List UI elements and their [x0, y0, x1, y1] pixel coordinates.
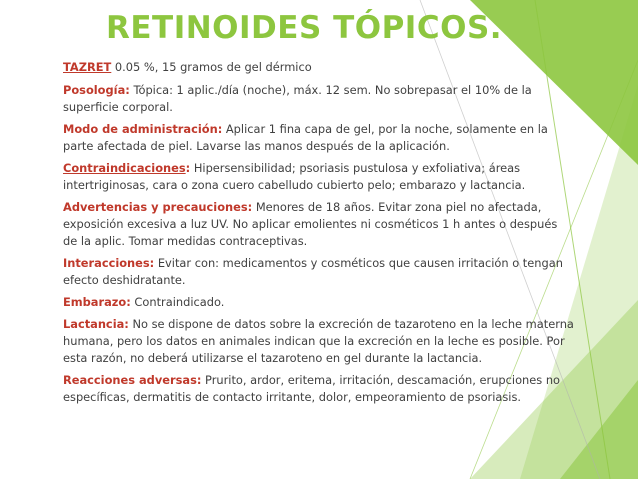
info-item — [63, 160, 575, 194]
info-item — [63, 199, 575, 250]
info-item-separator: : — [185, 161, 191, 175]
info-item-text: Prurito, ardor, eritema, irritación, descamación, erupciones no específicas, dermatitis de contacto irritante, dolor, empeoramiento de psoriasis. — [63, 373, 561, 404]
info-item-text: Menores de 18 años. Evitar zona piel no afectada, exposición excesiva a luz UV. No aplicar emolientes ni cosméticos 1 h antes o después de la aplic. Tomar medidas contraceptivas. — [63, 200, 558, 248]
info-item-text: Contraindicado. — [130, 295, 225, 309]
info-item-label: Interacciones — [63, 256, 150, 270]
info-item-label: Posología — [63, 83, 126, 97]
info-item-separator: : — [124, 317, 129, 331]
info-item-separator: : — [217, 122, 223, 136]
info-item-label: TAZRET — [63, 60, 112, 74]
info-item-separator: : — [196, 373, 202, 387]
info-item-separator: : — [247, 200, 253, 214]
info-item-label: Advertencias y precauciones — [63, 200, 248, 214]
info-item-label: Reacciones adversas — [63, 373, 197, 387]
info-item-text: 0.05 %, 15 gramos de gel dérmico — [111, 60, 312, 74]
info-item-label: Embarazo — [63, 295, 127, 309]
info-item-text: Hipersensibilidad; psoriasis pustulosa y exfoliativa; áreas intertriginosas, cara o zona cuero cabelludo cubierto pelo; embarazo y lactancia. — [63, 161, 526, 192]
info-item — [63, 121, 575, 155]
info-item-separator: : — [126, 295, 131, 309]
info-item-separator: : — [149, 256, 155, 270]
info-item-text: Evitar con: medicamentos y cosméticos que causen irritación o tengan efecto deshidratante. — [63, 256, 563, 287]
info-item-label: Lactancia — [63, 317, 125, 331]
info-item — [63, 59, 575, 76]
info-item — [63, 316, 575, 367]
slide-title: RETINOIDES TÓPICOS. — [106, 10, 503, 46]
info-item-text: No se dispone de datos sobre la excreción de tazaroteno en la leche materna humana, pero los datos en animales indican que la excreción en la leche es posible. Por esta razón, no deberá utilizarse el tazaroteno en gel durante la lactancia. — [63, 317, 574, 365]
info-item — [63, 372, 575, 406]
info-item — [63, 82, 575, 116]
info-item-separator: : — [125, 83, 130, 97]
info-item-label: Modo de administración — [63, 122, 218, 136]
content-body — [63, 59, 575, 411]
info-item — [63, 255, 575, 289]
info-item-text: Aplicar 1 fina capa de gel, por la noche, solamente en la parte afectada de piel. Lavarse las manos después de la aplicación. — [63, 122, 548, 153]
info-item-text: Tópica: 1 aplic./día (noche), máx. 12 sem. No sobrepasar el 10% de la superficie corporal. — [63, 83, 532, 114]
info-item — [63, 294, 575, 311]
info-item-label: Contraindicaciones — [63, 161, 186, 175]
